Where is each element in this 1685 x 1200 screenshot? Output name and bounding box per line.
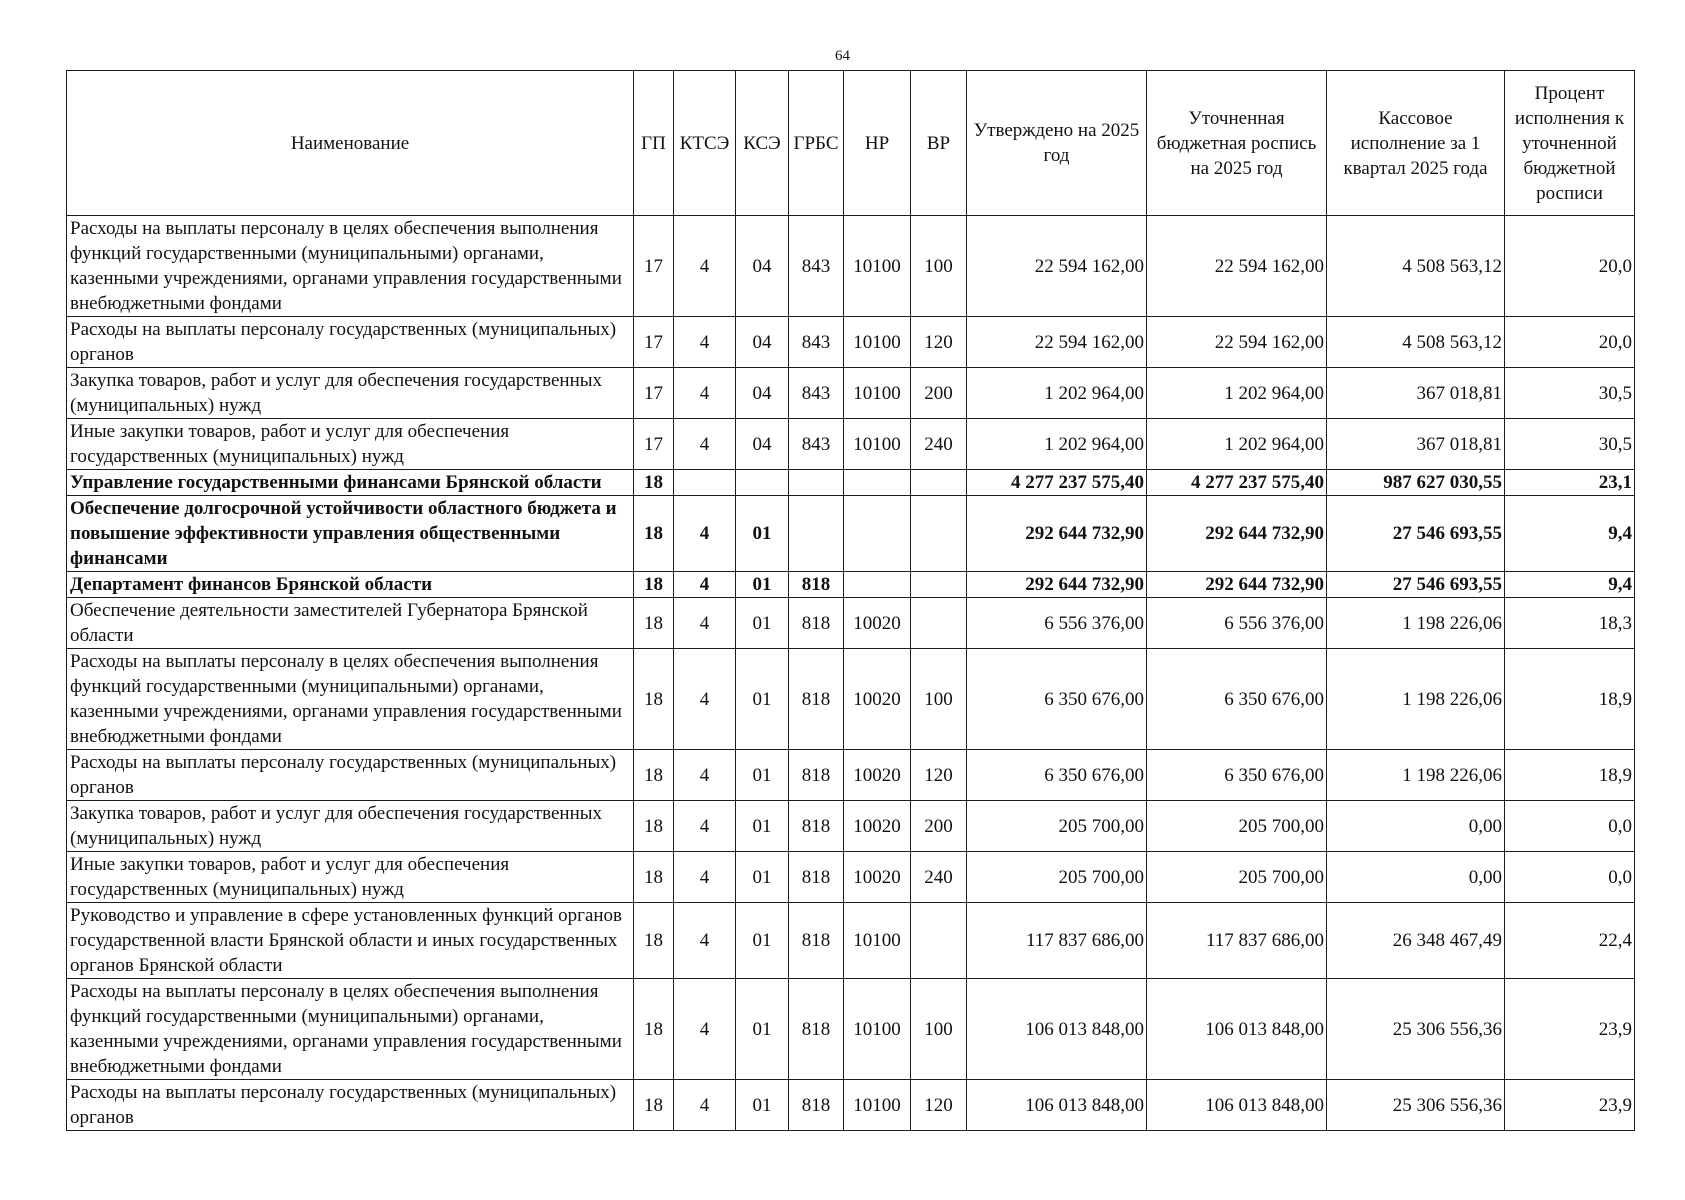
cell-percent: 18,9 bbox=[1505, 649, 1635, 750]
cell-kse: 01 bbox=[736, 852, 789, 903]
cell-kse bbox=[736, 470, 789, 496]
cell-approved: 6 556 376,00 bbox=[967, 598, 1147, 649]
cell-grbs: 818 bbox=[789, 979, 844, 1080]
cell-approved: 22 594 162,00 bbox=[967, 317, 1147, 368]
cell-refined: 6 350 676,00 bbox=[1147, 649, 1327, 750]
cell-ktse: 4 bbox=[674, 1080, 736, 1131]
cell-vr: 200 bbox=[911, 801, 967, 852]
cell-nr: 10100 bbox=[844, 317, 911, 368]
cell-ktse: 4 bbox=[674, 572, 736, 598]
header-kse: КСЭ bbox=[736, 71, 789, 216]
cell-gp: 17 bbox=[634, 317, 674, 368]
cell-refined: 1 202 964,00 bbox=[1147, 368, 1327, 419]
cell-name: Расходы на выплаты персоналу государственных (муниципальных) органов bbox=[67, 317, 634, 368]
cell-ktse bbox=[674, 470, 736, 496]
header-vr: ВР bbox=[911, 71, 967, 216]
cell-percent: 30,5 bbox=[1505, 368, 1635, 419]
cell-ktse: 4 bbox=[674, 852, 736, 903]
cell-approved: 117 837 686,00 bbox=[967, 903, 1147, 979]
cell-ktse: 4 bbox=[674, 598, 736, 649]
cell-ktse: 4 bbox=[674, 496, 736, 572]
cell-nr: 10100 bbox=[844, 979, 911, 1080]
cell-grbs: 843 bbox=[789, 216, 844, 317]
cell-name: Расходы на выплаты персоналу государственных (муниципальных) органов bbox=[67, 1080, 634, 1131]
header-gp: ГП bbox=[634, 71, 674, 216]
header-name: Наименование bbox=[67, 71, 634, 216]
cell-cash: 0,00 bbox=[1327, 801, 1505, 852]
cell-percent: 23,9 bbox=[1505, 1080, 1635, 1131]
table-row bbox=[67, 419, 1635, 470]
cell-percent: 23,1 bbox=[1505, 470, 1635, 496]
cell-refined: 106 013 848,00 bbox=[1147, 979, 1327, 1080]
cell-gp: 18 bbox=[634, 750, 674, 801]
table-row bbox=[67, 470, 1635, 496]
cell-approved: 6 350 676,00 bbox=[967, 750, 1147, 801]
cell-ktse: 4 bbox=[674, 903, 736, 979]
cell-cash: 0,00 bbox=[1327, 852, 1505, 903]
cell-vr: 120 bbox=[911, 1080, 967, 1131]
cell-approved: 22 594 162,00 bbox=[967, 216, 1147, 317]
header-grbs: ГРБС bbox=[789, 71, 844, 216]
cell-kse: 01 bbox=[736, 496, 789, 572]
cell-name: Обеспечение долгосрочной устойчивости областного бюджета и повышение эффективности управления общественными финансами bbox=[67, 496, 634, 572]
cell-approved: 292 644 732,90 bbox=[967, 572, 1147, 598]
budget-table bbox=[66, 70, 1635, 1131]
cell-refined: 22 594 162,00 bbox=[1147, 216, 1327, 317]
cell-name: Расходы на выплаты персоналу в целях обеспечения выполнения функций государственными (муниципальными) органами, казенными учреждениями, органами управления государственными внебюджетными фондами bbox=[67, 979, 634, 1080]
cell-grbs: 843 bbox=[789, 368, 844, 419]
cell-name: Обеспечение деятельности заместителей Губернатора Брянской области bbox=[67, 598, 634, 649]
cell-nr: 10020 bbox=[844, 801, 911, 852]
cell-kse: 04 bbox=[736, 368, 789, 419]
cell-cash: 1 198 226,06 bbox=[1327, 750, 1505, 801]
header-refined: Уточненная бюджетная роспись на 2025 год bbox=[1147, 71, 1327, 216]
cell-grbs: 818 bbox=[789, 750, 844, 801]
table-row bbox=[67, 750, 1635, 801]
cell-vr: 240 bbox=[911, 852, 967, 903]
cell-grbs: 818 bbox=[789, 852, 844, 903]
cell-name: Закупка товаров, работ и услуг для обеспечения государственных (муниципальных) нужд bbox=[67, 368, 634, 419]
cell-cash: 987 627 030,55 bbox=[1327, 470, 1505, 496]
cell-ktse: 4 bbox=[674, 979, 736, 1080]
cell-kse: 01 bbox=[736, 1080, 789, 1131]
cell-vr: 100 bbox=[911, 216, 967, 317]
cell-cash: 25 306 556,36 bbox=[1327, 1080, 1505, 1131]
table-header-row bbox=[67, 71, 1635, 216]
table-row bbox=[67, 598, 1635, 649]
cell-percent: 9,4 bbox=[1505, 496, 1635, 572]
cell-percent: 9,4 bbox=[1505, 572, 1635, 598]
cell-refined: 106 013 848,00 bbox=[1147, 1080, 1327, 1131]
cell-percent: 0,0 bbox=[1505, 801, 1635, 852]
cell-approved: 106 013 848,00 bbox=[967, 979, 1147, 1080]
cell-percent: 18,9 bbox=[1505, 750, 1635, 801]
cell-gp: 17 bbox=[634, 368, 674, 419]
cell-kse: 01 bbox=[736, 903, 789, 979]
cell-ktse: 4 bbox=[674, 750, 736, 801]
cell-gp: 18 bbox=[634, 572, 674, 598]
cell-nr bbox=[844, 470, 911, 496]
cell-gp: 18 bbox=[634, 903, 674, 979]
cell-nr: 10100 bbox=[844, 903, 911, 979]
cell-nr: 10100 bbox=[844, 368, 911, 419]
cell-vr: 200 bbox=[911, 368, 967, 419]
header-percent: Процент исполнения к уточненной бюджетной росписи bbox=[1505, 71, 1635, 216]
cell-percent: 18,3 bbox=[1505, 598, 1635, 649]
header-cash: Кассовое исполнение за 1 квартал 2025 года bbox=[1327, 71, 1505, 216]
cell-kse: 01 bbox=[736, 979, 789, 1080]
header-ktse: КТСЭ bbox=[674, 71, 736, 216]
cell-vr bbox=[911, 903, 967, 979]
cell-nr: 10100 bbox=[844, 419, 911, 470]
cell-kse: 04 bbox=[736, 419, 789, 470]
table-row bbox=[67, 572, 1635, 598]
cell-gp: 18 bbox=[634, 598, 674, 649]
cell-grbs bbox=[789, 470, 844, 496]
cell-approved: 292 644 732,90 bbox=[967, 496, 1147, 572]
cell-cash: 367 018,81 bbox=[1327, 368, 1505, 419]
cell-ktse: 4 bbox=[674, 317, 736, 368]
cell-nr: 10020 bbox=[844, 750, 911, 801]
cell-nr: 10020 bbox=[844, 649, 911, 750]
table-row bbox=[67, 649, 1635, 750]
cell-approved: 106 013 848,00 bbox=[967, 1080, 1147, 1131]
table-body bbox=[67, 216, 1635, 1131]
cell-gp: 18 bbox=[634, 496, 674, 572]
cell-name: Управление государственными финансами Брянской области bbox=[67, 470, 634, 496]
cell-nr bbox=[844, 572, 911, 598]
cell-gp: 17 bbox=[634, 216, 674, 317]
cell-vr: 120 bbox=[911, 317, 967, 368]
cell-gp: 18 bbox=[634, 801, 674, 852]
cell-name: Расходы на выплаты персоналу государственных (муниципальных) органов bbox=[67, 750, 634, 801]
table-row bbox=[67, 852, 1635, 903]
cell-cash: 25 306 556,36 bbox=[1327, 979, 1505, 1080]
cell-name: Закупка товаров, работ и услуг для обеспечения государственных (муниципальных) нужд bbox=[67, 801, 634, 852]
cell-kse: 04 bbox=[736, 317, 789, 368]
cell-cash: 27 546 693,55 bbox=[1327, 572, 1505, 598]
cell-cash: 367 018,81 bbox=[1327, 419, 1505, 470]
cell-ktse: 4 bbox=[674, 419, 736, 470]
cell-percent: 20,0 bbox=[1505, 317, 1635, 368]
cell-refined: 292 644 732,90 bbox=[1147, 496, 1327, 572]
table-row bbox=[67, 216, 1635, 317]
cell-nr: 10020 bbox=[844, 852, 911, 903]
cell-gp: 18 bbox=[634, 649, 674, 750]
cell-vr: 120 bbox=[911, 750, 967, 801]
table-row bbox=[67, 1080, 1635, 1131]
cell-ktse: 4 bbox=[674, 216, 736, 317]
cell-gp: 17 bbox=[634, 419, 674, 470]
cell-name: Департамент финансов Брянской области bbox=[67, 572, 634, 598]
cell-vr bbox=[911, 470, 967, 496]
cell-ktse: 4 bbox=[674, 368, 736, 419]
cell-refined: 22 594 162,00 bbox=[1147, 317, 1327, 368]
cell-gp: 18 bbox=[634, 1080, 674, 1131]
cell-grbs: 818 bbox=[789, 801, 844, 852]
cell-name: Расходы на выплаты персоналу в целях обеспечения выполнения функций государственными (муниципальными) органами, казенными учреждениями, органами управления государственными внебюджетными фондами bbox=[67, 649, 634, 750]
cell-grbs bbox=[789, 496, 844, 572]
cell-nr: 10020 bbox=[844, 598, 911, 649]
cell-name: Иные закупки товаров, работ и услуг для обеспечения государственных (муниципальных) нужд bbox=[67, 852, 634, 903]
cell-ktse: 4 bbox=[674, 649, 736, 750]
table-row bbox=[67, 317, 1635, 368]
cell-refined: 6 350 676,00 bbox=[1147, 750, 1327, 801]
header-approved: Утверждено на 2025 год bbox=[967, 71, 1147, 216]
cell-approved: 4 277 237 575,40 bbox=[967, 470, 1147, 496]
cell-nr: 10100 bbox=[844, 1080, 911, 1131]
cell-vr: 240 bbox=[911, 419, 967, 470]
cell-approved: 205 700,00 bbox=[967, 852, 1147, 903]
cell-refined: 4 277 237 575,40 bbox=[1147, 470, 1327, 496]
cell-nr: 10100 bbox=[844, 216, 911, 317]
cell-kse: 01 bbox=[736, 801, 789, 852]
cell-refined: 1 202 964,00 bbox=[1147, 419, 1327, 470]
table-row bbox=[67, 979, 1635, 1080]
cell-name: Расходы на выплаты персоналу в целях обеспечения выполнения функций государственными (муниципальными) органами, казенными учреждениями, органами управления государственными внебюджетными фондами bbox=[67, 216, 634, 317]
cell-nr bbox=[844, 496, 911, 572]
header-nr: НР bbox=[844, 71, 911, 216]
cell-approved: 6 350 676,00 bbox=[967, 649, 1147, 750]
page-number: 64 bbox=[835, 48, 850, 64]
cell-refined: 205 700,00 bbox=[1147, 852, 1327, 903]
cell-vr: 100 bbox=[911, 649, 967, 750]
cell-approved: 1 202 964,00 bbox=[967, 419, 1147, 470]
cell-kse: 01 bbox=[736, 750, 789, 801]
cell-percent: 20,0 bbox=[1505, 216, 1635, 317]
cell-grbs: 843 bbox=[789, 419, 844, 470]
cell-refined: 292 644 732,90 bbox=[1147, 572, 1327, 598]
cell-percent: 30,5 bbox=[1505, 419, 1635, 470]
cell-name: Иные закупки товаров, работ и услуг для обеспечения государственных (муниципальных) нужд bbox=[67, 419, 634, 470]
cell-refined: 117 837 686,00 bbox=[1147, 903, 1327, 979]
cell-grbs: 818 bbox=[789, 903, 844, 979]
cell-percent: 22,4 bbox=[1505, 903, 1635, 979]
cell-name: Руководство и управление в сфере установленных функций органов государственной власти Брянской области и иных государственных органов Брянской области bbox=[67, 903, 634, 979]
cell-refined: 205 700,00 bbox=[1147, 801, 1327, 852]
cell-approved: 205 700,00 bbox=[967, 801, 1147, 852]
cell-gp: 18 bbox=[634, 979, 674, 1080]
cell-vr: 100 bbox=[911, 979, 967, 1080]
cell-kse: 01 bbox=[736, 649, 789, 750]
cell-cash: 4 508 563,12 bbox=[1327, 317, 1505, 368]
cell-approved: 1 202 964,00 bbox=[967, 368, 1147, 419]
table-row bbox=[67, 801, 1635, 852]
cell-grbs: 818 bbox=[789, 598, 844, 649]
cell-cash: 26 348 467,49 bbox=[1327, 903, 1505, 979]
cell-kse: 04 bbox=[736, 216, 789, 317]
cell-grbs: 818 bbox=[789, 1080, 844, 1131]
cell-grbs: 818 bbox=[789, 572, 844, 598]
table-row bbox=[67, 903, 1635, 979]
cell-percent: 23,9 bbox=[1505, 979, 1635, 1080]
cell-vr bbox=[911, 496, 967, 572]
table-row bbox=[67, 368, 1635, 419]
cell-kse: 01 bbox=[736, 572, 789, 598]
cell-vr bbox=[911, 598, 967, 649]
cell-cash: 4 508 563,12 bbox=[1327, 216, 1505, 317]
cell-ktse: 4 bbox=[674, 801, 736, 852]
cell-grbs: 818 bbox=[789, 649, 844, 750]
cell-gp: 18 bbox=[634, 470, 674, 496]
table-row bbox=[67, 496, 1635, 572]
cell-kse: 01 bbox=[736, 598, 789, 649]
cell-gp: 18 bbox=[634, 852, 674, 903]
cell-cash: 27 546 693,55 bbox=[1327, 496, 1505, 572]
cell-cash: 1 198 226,06 bbox=[1327, 598, 1505, 649]
cell-grbs: 843 bbox=[789, 317, 844, 368]
cell-vr bbox=[911, 572, 967, 598]
cell-percent: 0,0 bbox=[1505, 852, 1635, 903]
cell-refined: 6 556 376,00 bbox=[1147, 598, 1327, 649]
cell-cash: 1 198 226,06 bbox=[1327, 649, 1505, 750]
